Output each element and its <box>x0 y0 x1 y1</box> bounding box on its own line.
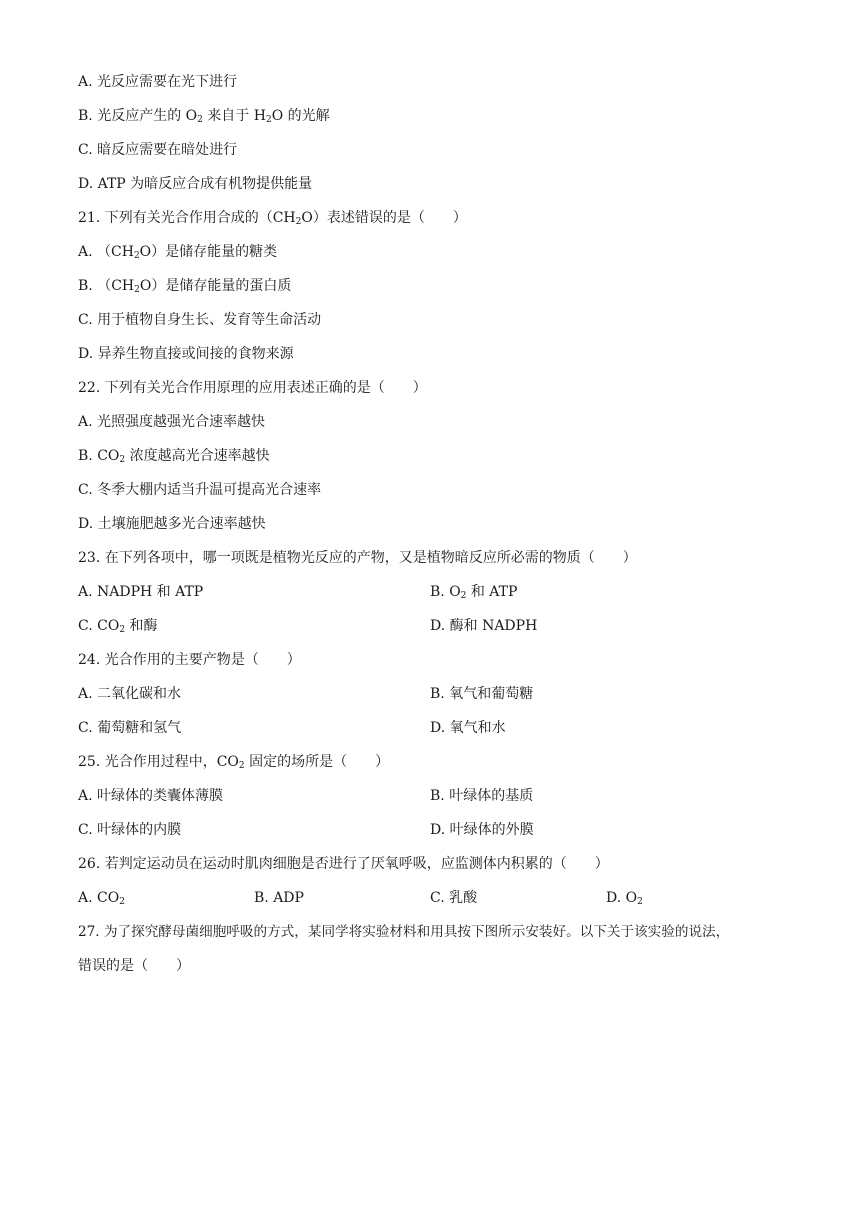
q25-option-a: A. 叶绿体的类囊体薄膜 <box>78 788 224 804</box>
q20-option-d: D. ATP 为暗反应合成有机物提供能量 <box>78 176 313 192</box>
q27-stem-line2: 错误的是（ ） <box>78 958 190 974</box>
q25-option-b: B. 叶绿体的基质 <box>430 788 534 804</box>
q26-option-a: A. $CO_2$ <box>78 890 125 907</box>
q25-stem: 25. 光合作用过程中，$CO_2$ 固定的场所是（ ） <box>78 754 390 771</box>
q22-option-b: B. $CO_2$ 浓度越高光合速率越快 <box>78 448 270 465</box>
q22-option-c: C. 冬季大棚内适当升温可提高光合速率 <box>78 482 322 498</box>
q20-option-a: A. 光反应需要在光下进行 <box>78 74 238 90</box>
q24-option-c: C. 葡萄糖和氢气 <box>78 720 182 736</box>
q21-stem: 21. 下列有关光合作用合成的$(CH_2O)$表述错误的是（ ） <box>78 210 467 227</box>
q23-option-b: B. $O_2$ 和 ATP <box>430 584 518 601</box>
q21-option-a: A. $(CH_2O)$是储存能量的糖类 <box>78 244 278 261</box>
q23-stem: 23. 在下列各项中，哪一项既是植物光反应的产物，又是植物暗反应所必需的物质（ ） <box>78 550 637 566</box>
q25-option-d: D. 叶绿体的外膜 <box>430 822 534 838</box>
q23-option-a: A. NADPH 和 ATP <box>78 584 204 600</box>
q23-option-c: C. $CO_2$ 和酶 <box>78 618 158 635</box>
q20-option-c: C. 暗反应需要在暗处进行 <box>78 142 238 158</box>
q20-option-b: B. 光反应产生的 $O_2$ 来自于 $H_2O$ 的光解 <box>78 108 330 125</box>
q22-option-a: A. 光照强度越强光合速率越快 <box>78 414 266 430</box>
q22-option-d: D. 土壤施肥越多光合速率越快 <box>78 516 266 532</box>
q21-option-c: C. 用于植物自身生长、发育等生命活动 <box>78 312 322 328</box>
q24-option-a: A. 二氧化碳和水 <box>78 686 182 702</box>
q27-stem-line1: 27. 为了探究酵母菌细胞呼吸的方式，某同学将实验材料和用具按下图所示安装好。以下关于该实验的说法， <box>78 924 730 940</box>
q22-stem: 22. 下列有关光合作用原理的应用表述正确的是（ ） <box>78 380 427 396</box>
q26-option-c: C. 乳酸 <box>430 890 478 906</box>
q21-option-b: B. $(CH_2O)$是储存能量的蛋白质 <box>78 278 292 295</box>
q26-stem: 26. 若判定运动员在运动时肌肉细胞是否进行了厌氧呼吸，应监测体内积累的（ ） <box>78 856 609 872</box>
q23-option-d: D. 酶和 NADPH <box>430 618 538 634</box>
q26-option-b: B. ADP <box>254 890 304 906</box>
q24-option-b: B. 氧气和葡萄糖 <box>430 686 534 702</box>
q24-option-d: D. 氧气和水 <box>430 720 506 736</box>
q26-option-d: D. $O_2$ <box>606 890 643 907</box>
q25-option-c: C. 叶绿体的内膜 <box>78 822 182 838</box>
q21-option-d: D. 异养生物直接或间接的食物来源 <box>78 346 294 362</box>
q24-stem: 24. 光合作用的主要产物是（ ） <box>78 652 301 668</box>
